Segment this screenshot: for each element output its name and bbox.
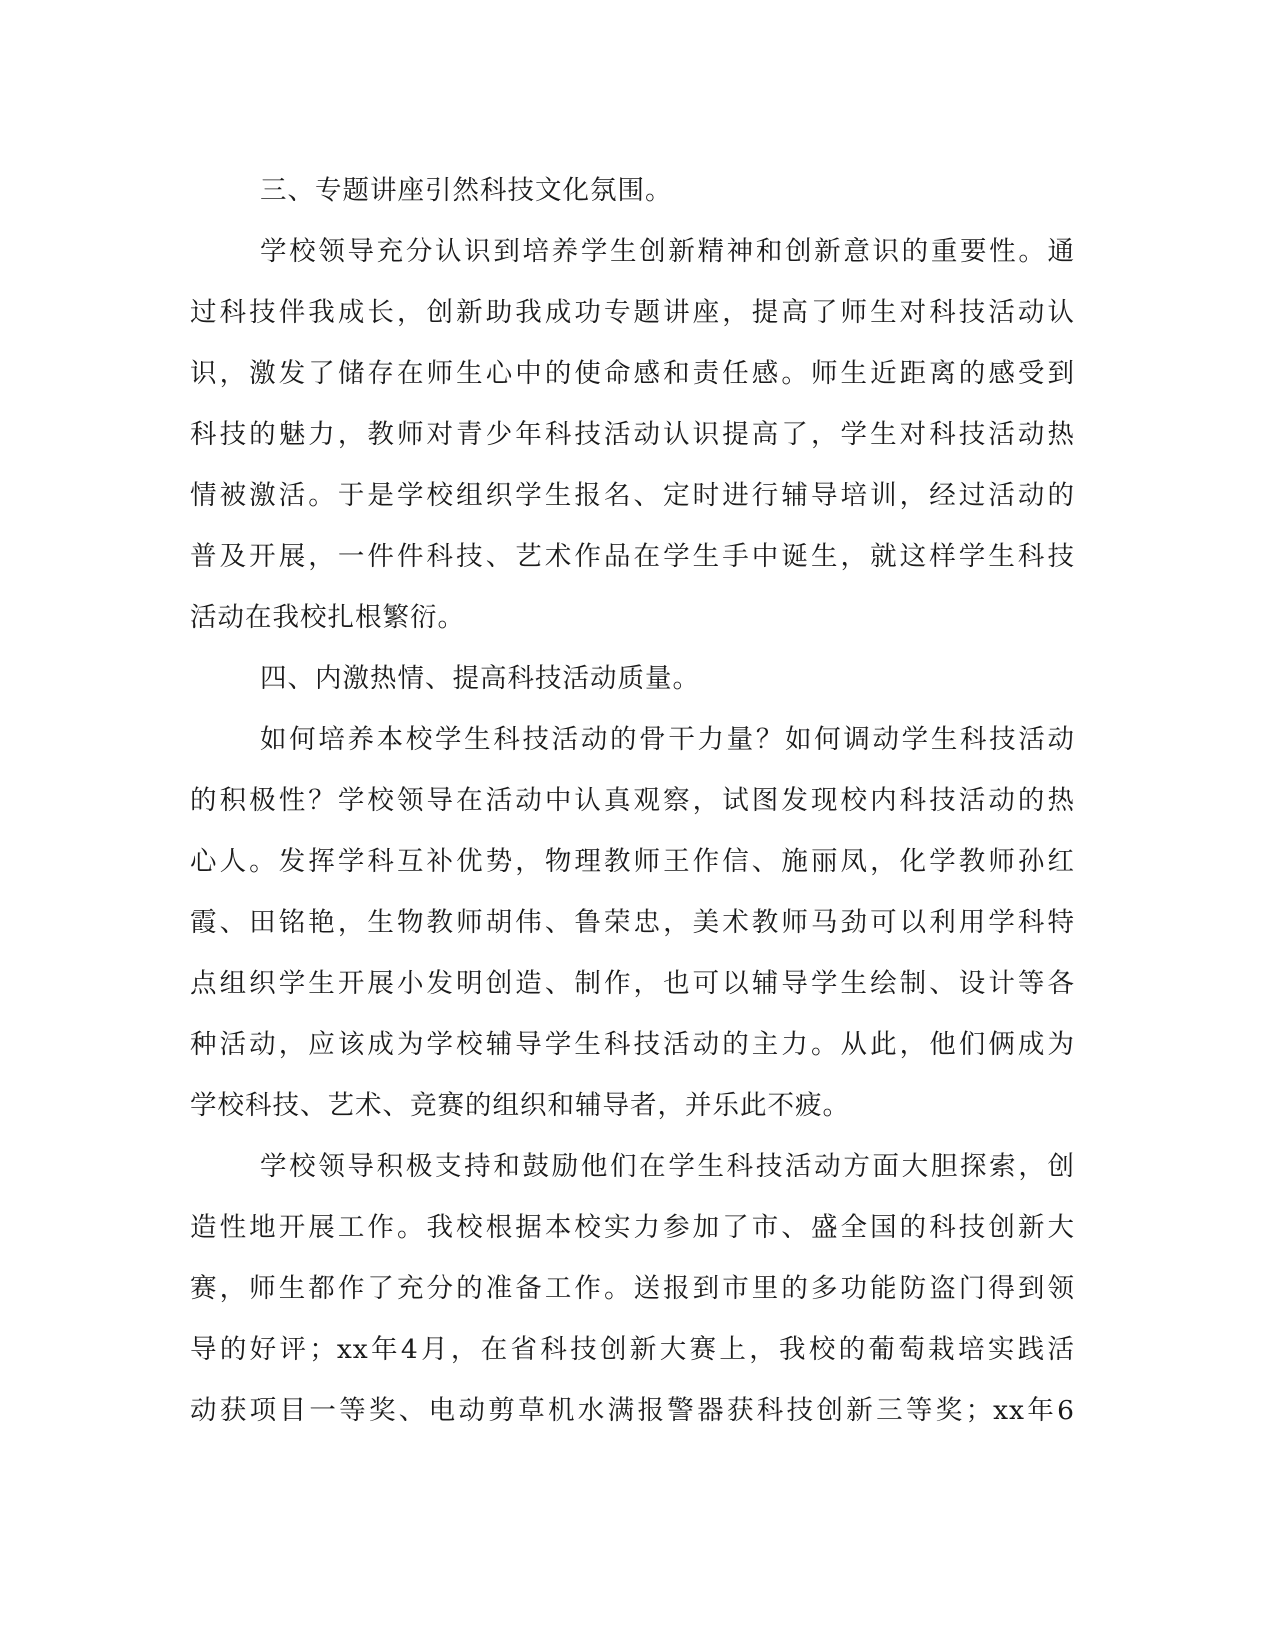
section-heading-3: 三、专题讲座引然科技文化氛围。 [260, 175, 673, 206]
paragraph-line: 识，激发了储存在师生心中的使命感和责任感。师生近距离的感受到 [190, 358, 1075, 389]
document-body [190, 160, 1075, 1441]
paragraph-line: 学校科技、艺术、竞赛的组织和辅导者，并乐此不疲。 [190, 1090, 850, 1121]
paragraph-line: 造性地开展工作。我校根据本校实力参加了市、盛全国的科技创新大 [190, 1212, 1075, 1243]
paragraph-line: 赛，师生都作了充分的准备工作。送报到市里的多功能防盗门得到领 [190, 1273, 1075, 1304]
paragraph-line: 的积极性？学校领导在活动中认真观察，试图发现校内科技活动的热 [190, 785, 1075, 816]
paragraph-line: 如何培养本校学生科技活动的骨干力量？如何调动学生科技活动 [260, 724, 1075, 755]
paragraph-line: 情被激活。于是学校组织学生报名、定时进行辅导培训，经过活动的 [190, 480, 1075, 511]
paragraph-line: 学校领导积极支持和鼓励他们在学生科技活动方面大胆探索，创 [260, 1151, 1075, 1182]
section-heading-4: 四、内激热情、提高科技活动质量。 [260, 663, 700, 694]
paragraph-line: 点组织学生开展小发明创造、制作，也可以辅导学生绘制、设计等各 [190, 968, 1075, 999]
paragraph-line: 导的好评；xx年4月，在省科技创新大赛上，我校的葡萄栽培实践活 [190, 1334, 1075, 1365]
paragraph-line: 学校领导充分认识到培养学生创新精神和创新意识的重要性。通 [260, 236, 1075, 267]
paragraph-line: 霞、田铭艳，生物教师胡伟、鲁荣忠，美术教师马劲可以利用学科特 [190, 907, 1075, 938]
paragraph-line: 科技的魅力，教师对青少年科技活动认识提高了，学生对科技活动热 [190, 419, 1075, 450]
paragraph-line: 心人。发挥学科互补优势，物理教师王作信、施丽凤，化学教师孙红 [190, 846, 1075, 877]
paragraph-line: 普及开展，一件件科技、艺术作品在学生手中诞生，就这样学生科技 [190, 541, 1075, 572]
paragraph-line: 种活动，应该成为学校辅导学生科技活动的主力。从此，他们俩成为 [190, 1029, 1075, 1060]
paragraph-line: 过科技伴我成长，创新助我成功专题讲座，提高了师生对科技活动认 [190, 297, 1075, 328]
paragraph-line: 活动在我校扎根繁衍。 [190, 602, 465, 633]
paragraph-line: 动获项目一等奖、电动剪草机水满报警器获科技创新三等奖；xx年6 [190, 1395, 1075, 1426]
